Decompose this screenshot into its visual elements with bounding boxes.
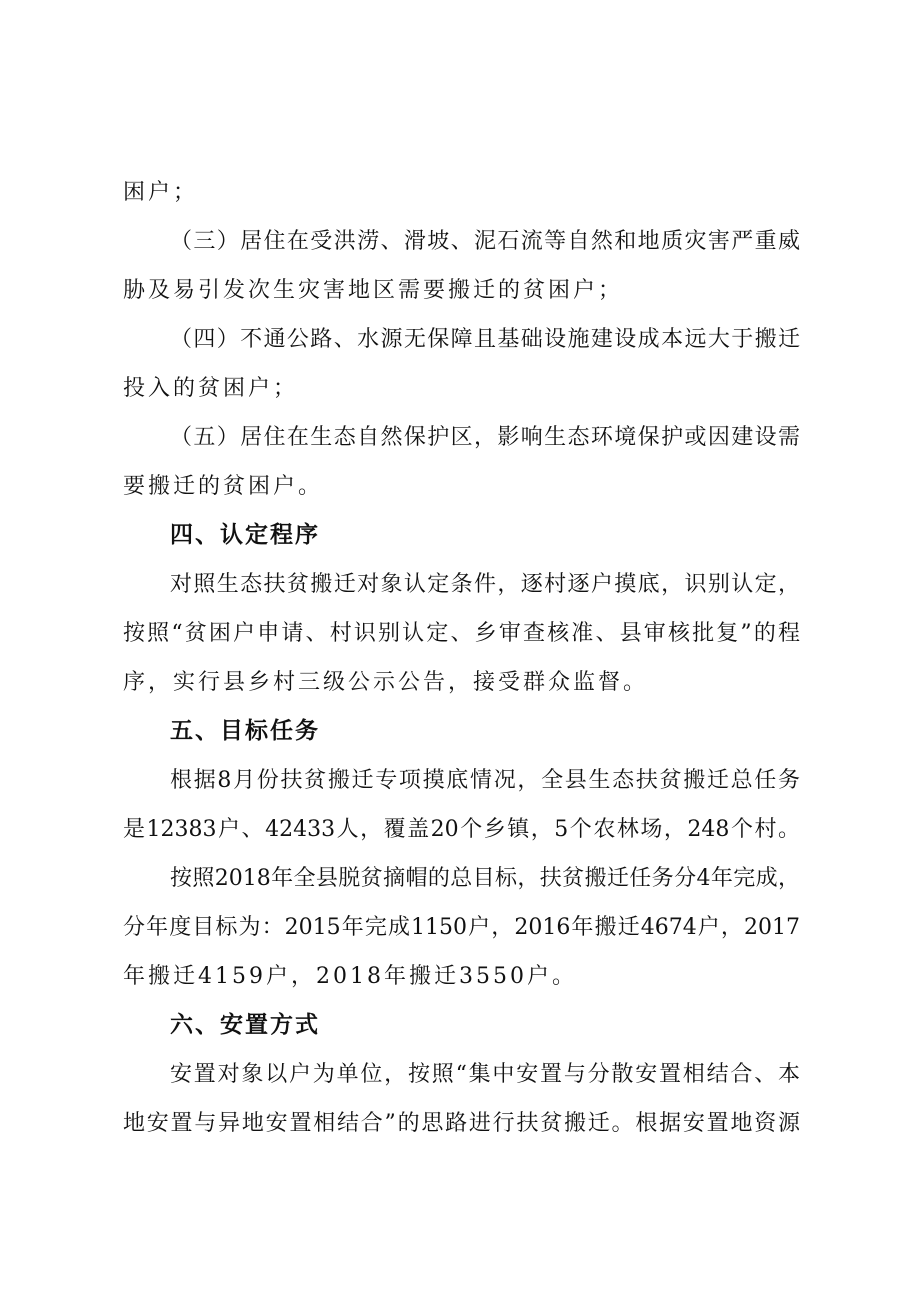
section-5-line-5: 年搬迁4159户，2018年搬迁3550户。 <box>123 964 577 989</box>
item-4-line-2: 投入的贫困户； <box>123 376 299 401</box>
item-3-line-2: 胁及易引发次生灾害地区需要搬迁的贫困户； <box>123 278 624 303</box>
section-5-line-2: 是12383户、42433人，覆盖20个乡镇，5个农林场，248个村。 <box>123 817 800 842</box>
section-5-line-4: 分年度目标为：2015年完成1150户，2016年搬迁4674户，2017 <box>123 915 800 940</box>
section-5-line-3: 按照2018年全县脱贫摘帽的总目标，扶贫搬迁任务分4年完成， <box>170 866 800 891</box>
section-5-line-1: 根据8月份扶贫搬迁专项摸底情况，全县生态扶贫搬迁总任务 <box>170 768 800 793</box>
section-4-line-2: 按照“贫困户申请、村识别认定、乡审查核准、县审核批复”的程 <box>123 621 800 646</box>
item-3-line-1: （三）居住在受洪涝、滑坡、泥石流等自然和地质灾害严重威 <box>170 229 800 254</box>
item-4-line-1: （四）不通公路、水源无保障且基础设施建设成本远大于搬迁 <box>170 327 800 352</box>
section-6-line-1: 安置对象以户为单位，按照“集中安置与分散安置相结合、本 <box>170 1062 800 1087</box>
item-5-line-2: 要搬迁的贫困户。 <box>123 474 324 499</box>
item-5-line-1: （五）居住在生态自然保护区，影响生态环境保护或因建设需 <box>170 425 800 450</box>
section-6-line-2: 地安置与异地安置相结合”的思路进行扶贫搬迁。根据安置地资源 <box>123 1111 800 1136</box>
section-heading-4: 四、认定程序 <box>170 522 320 548</box>
section-4-line-3: 序，实行县乡村三级公示公告，接受群众监督。 <box>123 670 649 695</box>
text-line: 困户； <box>123 180 199 205</box>
section-heading-6: 六、安置方式 <box>170 1012 320 1038</box>
section-heading-5: 五、目标任务 <box>170 718 320 744</box>
document-page <box>123 168 800 1148</box>
section-4-line-1: 对照生态扶贫搬迁对象认定条件，逐村逐户摸底，识别认定， <box>170 572 800 597</box>
